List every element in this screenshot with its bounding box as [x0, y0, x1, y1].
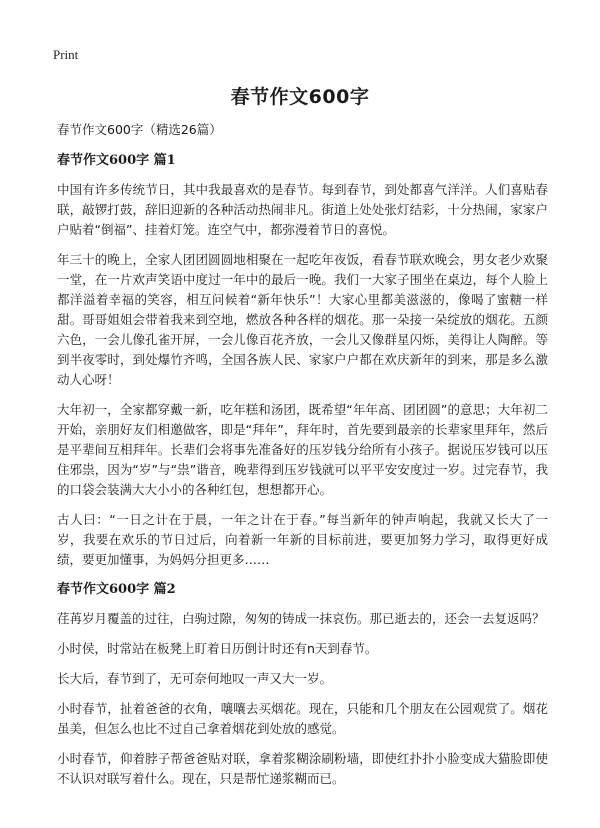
print-link[interactable]: Print	[53, 47, 79, 62]
document-subtitle: 春节作文600字（精选26篇）	[57, 122, 222, 137]
paragraph: 小时侯，时常站在板凳上盯着日历倒计时还有n天到春节。	[57, 641, 378, 656]
section-heading: 春节作文600字 篇1	[57, 153, 176, 168]
essay-section	[57, 151, 548, 570]
paragraph: 年三十的晚上，全家人团团圆圆地相聚在一起吃年夜饭，看春节联欢晚会，男女老少欢聚一堂，在一片欢声笑语中度过一年中的最后一晚。我们一大家子围坐在桌边，每个人脸上都洋溢着幸福的笑容，相互问候着“新年快乐”！大家心里都美滋滋的，像喝了蜜糖一样甜。哥哥姐姐会带着我来到空地，燃放各种各样的烟花。那一朵接一朵绽放的烟花。五颜六色，一会儿像孔雀开屏，一会儿像百花齐放，一会儿又像群星闪烁，美得让人陶醉。等到半夜零时，到处爆竹齐鸣，全国各族人民、家家户户都在欢庆新年的到来，那是多么激动人心呀！	[57, 252, 548, 387]
paragraph: 古人曰：“一日之计在于晨，一年之计在于春。”每当新年的钟声响起，我就又长大了一岁，我要在欢乐的节日过后，向着新一年新的目标前进，要更加努力学习，取得更好成绩，要更加懂事，为妈妈分担更多……	[57, 512, 548, 567]
paragraph: 大年初一，全家都穿戴一新，吃年糕和汤团，既希望“年年高、团团圆”的意思；大年初二开始，亲朋好友们相邀做客，即是“拜年”，拜年时，首先要到最亲的长辈家里拜年，然后是平辈间互相拜年。长辈们会将事先准备好的压岁钱分给所有小孩子。据说压岁钱可以压住邪祟，因为“岁”与“祟”谐音，晚辈得到压岁钱就可以平平安安度过一岁。过完春节，我的口袋会装满大大小小的各种红包，想想都开心。	[57, 402, 548, 497]
paragraph: 小时春节，扯着爸爸的衣角，嚷嚷去买烟花。现在，只能和几个朋友在公园观赏了。烟花虽美，但怎么也比不过自己拿着烟花到处放的感觉。	[57, 701, 548, 736]
paragraph: 中国有许多传统节日，其中我最喜欢的是春节。每到春节，到处都喜气洋洋。人们喜贴春联，敲锣打鼓，辞旧迎新的各种活动热闹非凡。街道上处处张灯结彩，十分热闹，家家户户贴着“倒福”、挂着灯笼。连空气中，都弥漫着节日的喜悦。	[57, 182, 548, 237]
paragraph: 长大后，春节到了，无可奈何地叹一声又大一岁。	[57, 671, 333, 686]
paragraph: 小时春节，仰着脖子帮爸爸贴对联，拿着浆糊涂刷粉墙，即使红扑扑小脸变成大猫脸即使不认识对联写着什么。现在，只是帮忙递浆糊而已。	[57, 751, 548, 786]
page-title: 春节作文600字	[230, 86, 370, 108]
document-body	[57, 120, 548, 799]
section-heading: 春节作文600字 篇2	[57, 582, 176, 597]
paragraph: 荏苒岁月覆盖的过往，白驹过隙，匆匆的铸成一抹哀伤。那已逝去的，还会一去复返吗？	[57, 611, 545, 626]
essay-section	[57, 580, 548, 789]
